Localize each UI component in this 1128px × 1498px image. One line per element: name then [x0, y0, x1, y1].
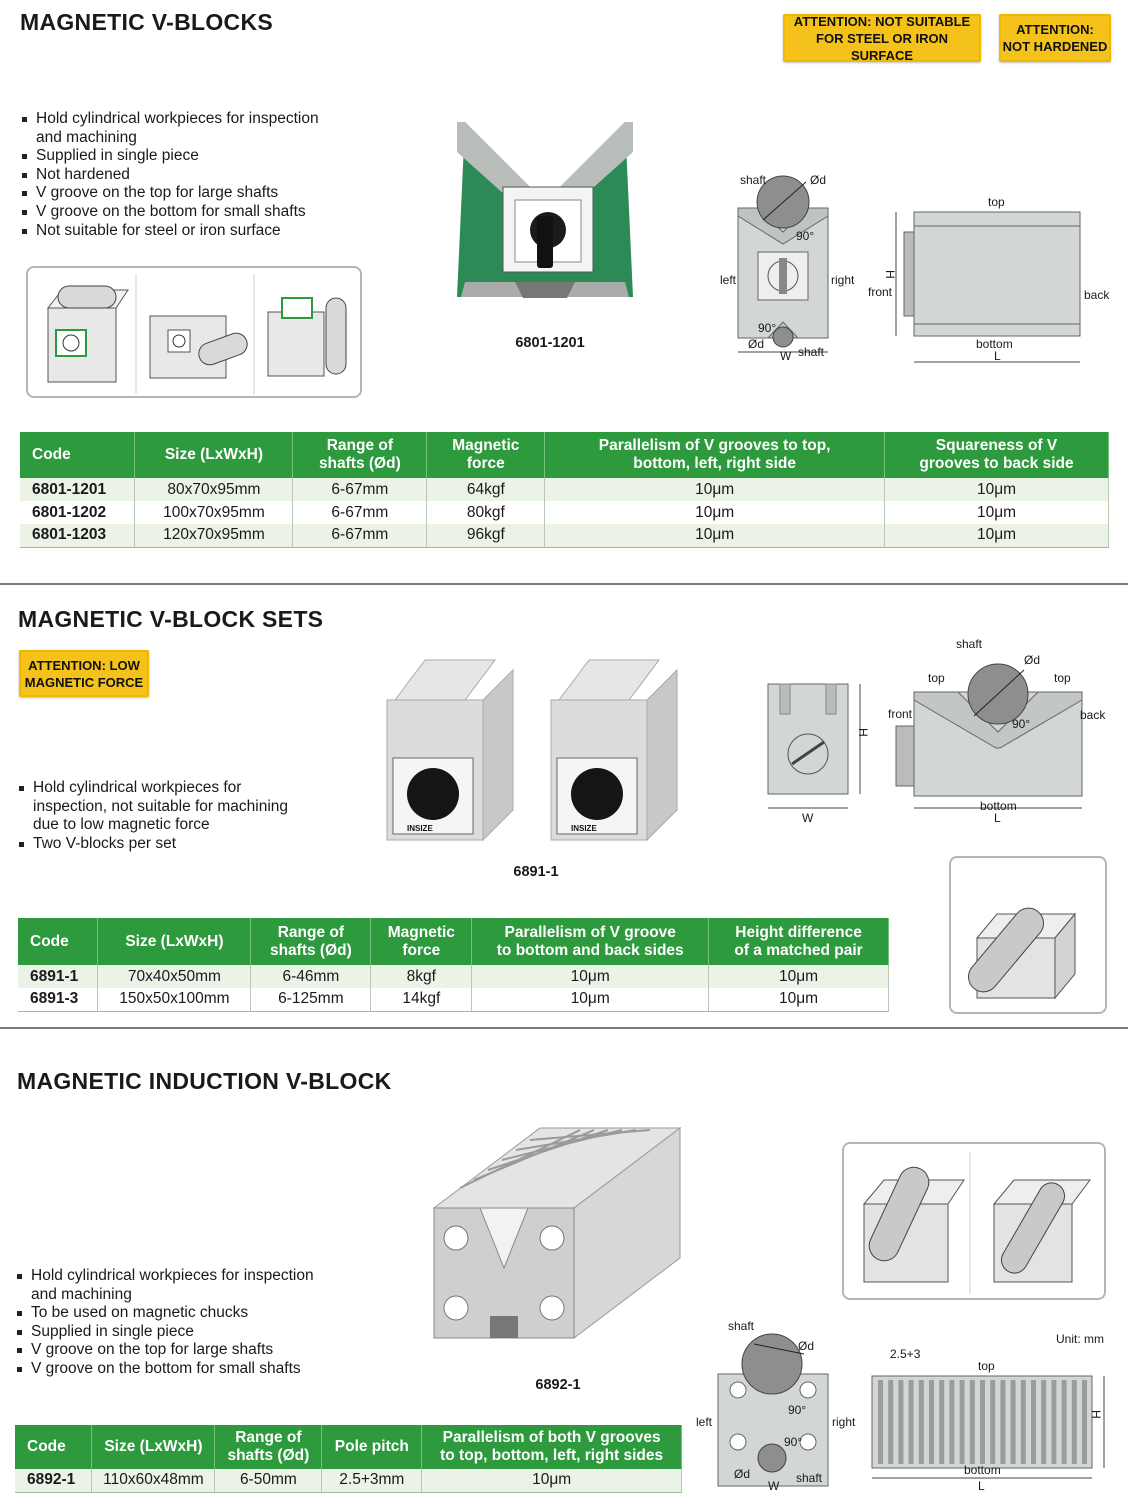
pole-stripe: [898, 1380, 903, 1464]
label-od: Ød: [810, 173, 827, 187]
col-header-range: Range of shafts (Ød): [251, 918, 371, 965]
col-header-range: Range of shafts (Ød): [215, 1425, 322, 1469]
list-item: due to low magnetic force: [33, 816, 210, 834]
product-image-6891-1: [385, 660, 695, 850]
label-angle: 90°: [788, 1403, 807, 1417]
table-row: 6891-1 70x40x50mm 6-46mm 8kgf 10μm 10μm: [18, 965, 889, 988]
list-item: Not hardened: [20, 166, 319, 185]
model-label-6891-1: 6891-1: [513, 864, 559, 880]
label-top: top: [988, 195, 1005, 209]
list-item: Two V-blocks per set: [17, 835, 288, 854]
label-od: Ød: [1024, 653, 1041, 667]
pole-stripe: [960, 1380, 965, 1464]
table-row: 6801-1202 100x70x95mm 6-67mm 80kgf 10μm 10μm: [20, 501, 1109, 524]
spec-table-sets: [18, 918, 889, 1012]
col-header-size: Size (LxWxH): [135, 432, 293, 478]
pole-stripe: [1000, 1380, 1005, 1464]
section-divider: [0, 1027, 1128, 1029]
pole-stripe: [909, 1380, 914, 1464]
label-angle: 90°: [796, 229, 815, 243]
pole-stripe: [878, 1380, 883, 1464]
feature-list-sets: [17, 779, 288, 853]
label-od-bottom: Ød: [748, 337, 765, 351]
table-row: 6891-3 150x50x100mm 6-125mm 14kgf 10μm 10μm: [18, 988, 889, 1011]
list-item: inspection, not suitable for machining: [33, 797, 289, 815]
col-header-parallelism: Parallelism of V grooves to top, bottom, left, right side: [545, 432, 885, 478]
technical-drawing-vblocks: [718, 172, 1108, 362]
pole-stripe: [1031, 1380, 1036, 1464]
label-top-left: top: [928, 671, 945, 685]
label-shaft: shaft: [728, 1319, 755, 1333]
label-shaft: shaft: [956, 637, 983, 651]
spec-table-induction: [15, 1425, 682, 1493]
pole-stripe: [939, 1380, 944, 1464]
label-w: W: [802, 811, 814, 825]
usage-illustrations-vblocks: [26, 266, 362, 398]
label-front: front: [868, 285, 893, 299]
pole-stripe: [949, 1380, 954, 1464]
usage-illustration-icons: [844, 1144, 1108, 1302]
col-header-magnetic-force: Magnetic force: [371, 918, 472, 965]
col-header-parallelism: Parallelism of both V grooves to top, bottom, left, right sides: [422, 1425, 682, 1469]
pole-stripe: [929, 1380, 934, 1464]
label-od-bottom: Ød: [734, 1467, 751, 1481]
label-l: L: [978, 1479, 985, 1493]
label-left: left: [696, 1415, 713, 1429]
label-pitch: 2.5+3: [890, 1347, 921, 1361]
technical-drawing-induction: [694, 1319, 1114, 1493]
list-item: Hold cylindrical workpieces for inspection: [15, 1267, 314, 1286]
list-item: Supplied in single piece: [15, 1323, 314, 1342]
usage-illustration-icons: [28, 268, 364, 400]
pole-stripe: [1062, 1380, 1067, 1464]
technical-drawing-sets: [762, 636, 1112, 826]
pole-stripes: [878, 1380, 1087, 1464]
list-item: V groove on the top for large shafts: [15, 1341, 314, 1360]
pole-stripe: [1072, 1380, 1077, 1464]
label-back: back: [1080, 708, 1106, 722]
unit-label: Unit: mm: [1056, 1332, 1104, 1346]
col-header-code: Code: [15, 1425, 92, 1469]
pole-stripe: [888, 1380, 893, 1464]
usage-illustrations-induction: [842, 1142, 1106, 1300]
label-bottom: bottom: [980, 799, 1017, 813]
spec-table-vblocks: [20, 432, 1109, 548]
pole-stripe: [970, 1380, 975, 1464]
list-item: Hold cylindrical workpieces for inspection: [20, 110, 319, 129]
attention-badge-not-hardened: ATTENTION: NOT HARDENED: [999, 14, 1111, 62]
label-right: right: [831, 273, 855, 287]
label-angle: 90°: [1012, 717, 1031, 731]
col-header-pole-pitch: Pole pitch: [322, 1425, 422, 1469]
list-item: Hold cylindrical workpieces for: [17, 779, 288, 798]
col-header-parallelism: Parallelism of V groove to bottom and back sides: [472, 918, 709, 965]
section-title-sets: MAGNETIC V-BLOCK SETS: [18, 606, 324, 632]
usage-illustration-sets: [949, 856, 1107, 1014]
attention-badge-low-force: ATTENTION: LOW MAGNETIC FORCE: [19, 650, 149, 697]
pole-stripe: [1051, 1380, 1056, 1464]
list-item: V groove on the top for large shafts: [20, 184, 319, 203]
model-label-6801-1201: 6801-1201: [515, 335, 585, 351]
label-top: top: [978, 1359, 995, 1373]
pole-stripe: [919, 1380, 924, 1464]
label-top-right: top: [1054, 671, 1071, 685]
label-shaft-bottom: shaft: [796, 1471, 823, 1485]
table-row: 6892-1 110x60x48mm 6-50mm 2.5+3mm 10μm: [15, 1469, 682, 1492]
list-item: V groove on the bottom for small shafts: [15, 1360, 314, 1379]
col-header-size: Size (LxWxH): [98, 918, 251, 965]
table-row: 6801-1201 80x70x95mm 6-67mm 64kgf 10μm 10μm: [20, 478, 1109, 501]
label-right: right: [832, 1415, 856, 1429]
col-header-code: Code: [20, 432, 135, 478]
list-item: and machining: [31, 1285, 132, 1303]
feature-list-vblocks: [20, 110, 319, 240]
section-title-vblocks: MAGNETIC V-BLOCKS: [20, 9, 273, 35]
brand-logo: INSIZE: [571, 824, 597, 833]
label-shaft: shaft: [740, 173, 767, 187]
label-angle-bottom: 90°: [758, 321, 777, 335]
pole-stripe: [1021, 1380, 1026, 1464]
label-bottom: bottom: [964, 1463, 1001, 1477]
product-image-6892-1: [430, 1118, 700, 1348]
col-header-squareness: Squareness of V grooves to back side: [885, 432, 1109, 478]
label-w: W: [768, 1479, 780, 1493]
label-h: H: [883, 270, 897, 279]
label-left: left: [720, 273, 737, 287]
col-header-size: Size (LxWxH): [92, 1425, 215, 1469]
label-front: front: [888, 707, 913, 721]
label-w: W: [780, 349, 792, 363]
label-l: L: [994, 811, 1001, 825]
model-label-6892-1: 6892-1: [535, 1377, 581, 1393]
pole-stripe: [990, 1380, 995, 1464]
col-header-height-difference: Height difference of a matched pair: [709, 918, 889, 965]
list-item: V groove on the bottom for small shafts: [20, 203, 319, 222]
col-header-code: Code: [18, 918, 98, 965]
section-divider: [0, 583, 1128, 585]
label-h: H: [1089, 1410, 1103, 1419]
list-item: Not suitable for steel or iron surface: [20, 222, 319, 241]
col-header-magnetic-force: Magnetic force: [427, 432, 545, 478]
attention-badge-not-suitable: ATTENTION: NOT SUITABLE FOR STEEL OR IRON SURFACE: [783, 14, 981, 62]
label-od: Ød: [798, 1339, 815, 1353]
pole-stripe: [1041, 1380, 1046, 1464]
pole-stripe: [980, 1380, 985, 1464]
product-image-6801-1201: [455, 112, 635, 312]
list-item: To be used on magnetic chucks: [15, 1304, 314, 1323]
label-l: L: [994, 349, 1001, 363]
pole-stripe: [1011, 1380, 1016, 1464]
usage-illustration-icon: [951, 858, 1109, 1016]
feature-list-induction: [15, 1267, 314, 1379]
label-angle-bottom: 90°: [784, 1435, 803, 1449]
label-bottom: bottom: [976, 337, 1013, 351]
table-row: 6801-1203 120x70x95mm 6-67mm 96kgf 10μm 10μm: [20, 524, 1109, 547]
label-shaft-bottom: shaft: [798, 345, 825, 359]
section-title-induction: MAGNETIC INDUCTION V-BLOCK: [17, 1068, 392, 1094]
pole-stripe: [1082, 1380, 1087, 1464]
label-h: H: [856, 728, 870, 737]
list-item: Supplied in single piece: [20, 147, 319, 166]
list-item: and machining: [36, 128, 137, 146]
col-header-range: Range of shafts (Ød): [293, 432, 427, 478]
brand-logo: INSIZE: [407, 824, 433, 833]
label-back: back: [1084, 288, 1110, 302]
